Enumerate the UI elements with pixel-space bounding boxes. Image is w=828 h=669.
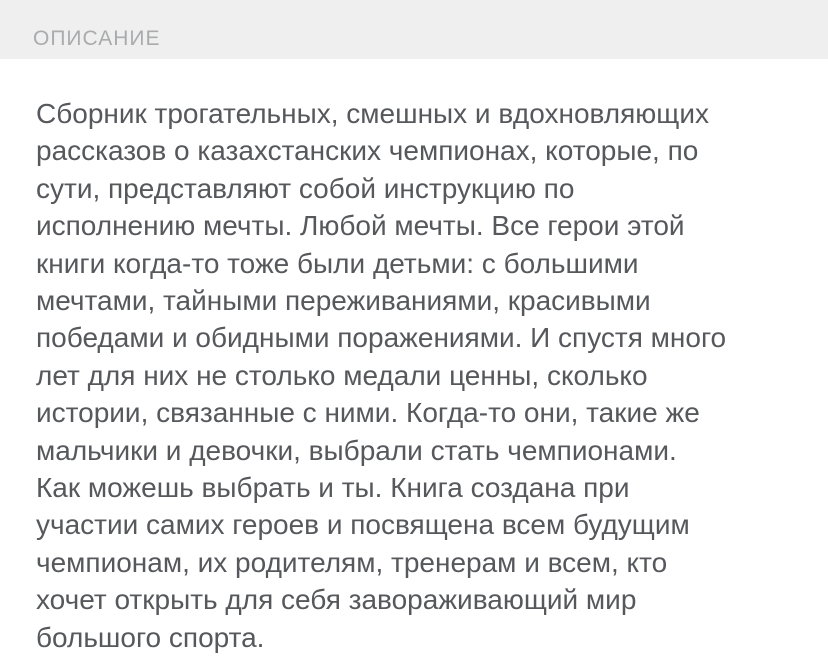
description-line: книги когда-то тоже были детьми: с большими <box>36 247 639 279</box>
description-line: Сборник трогательных, смешных и вдохновляющих <box>36 98 709 129</box>
description-line: мальчики и девочки, выбрали стать чемпионами. <box>36 434 677 466</box>
description-line: хочет открыть для себя завораживающий мир <box>36 584 637 616</box>
description-line: сути, представляют собой инструкцию по <box>36 172 575 204</box>
description-line: мечтами, тайными переживаниями, красивыми <box>36 285 651 317</box>
description-line: Как можешь выбрать и ты. Книга создана при <box>36 472 630 504</box>
description-line: исполнению мечты. Любой мечты. Все герои этой <box>36 210 685 242</box>
description-text-block <box>0 59 828 669</box>
description-line: участии самих героев и посвящена всем будущим <box>36 509 690 541</box>
description-line: рассказов о казахстанских чемпионах, которые, по <box>36 135 699 167</box>
description-line: победами и обидными поражениями. И спустя много <box>36 322 727 354</box>
section-header-title: ОПИСАНИЕ <box>33 27 161 50</box>
section-header <box>0 0 828 59</box>
description-line: большого спорта. <box>36 621 265 653</box>
description-line: истории, связанные с ними. Когда-то они, такие же <box>36 397 700 429</box>
description-line: лет для них не столько медали ценны, сколько <box>36 359 648 391</box>
description-line: чемпионам, их родителям, тренерам и всем, кто <box>36 546 668 578</box>
